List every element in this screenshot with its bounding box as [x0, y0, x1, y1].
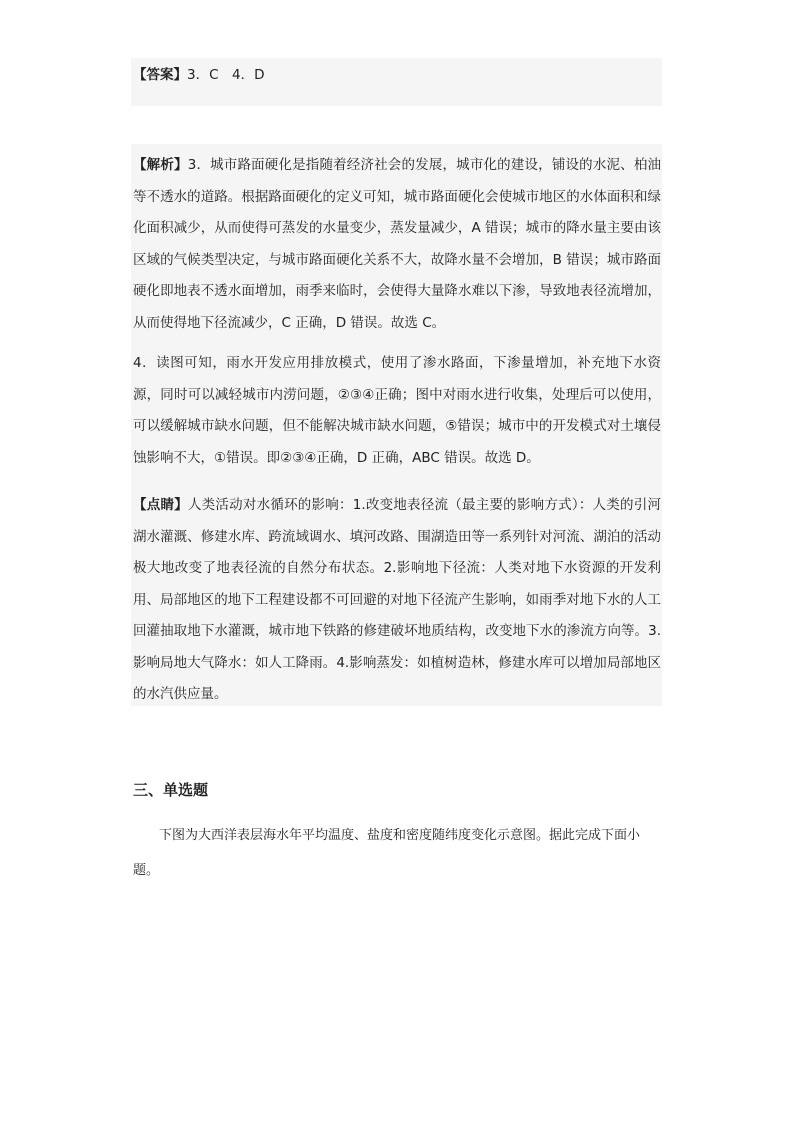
analysis-paragraph [133, 150, 661, 339]
question-4-text: 4．读图可知，雨水开发应用排放模式，使用了渗水路面，下渗量增加，补充地下水资源，同时可以减轻城市内涝问题，②③④正确；图中对雨水进行收集，处理后可以使用，可以缓解城市缺水问题，但不能解决城市缺水问题，⑤错误；城市中的开发模式对土壤侵蚀影响不大，①错误。即②③④正确，D 正确，ABC 错误。故选 D。 [133, 355, 661, 466]
answer-text: 3．C 4．D [187, 67, 265, 83]
analysis-text: 3．城市路面硬化是指随着经济社会的发展，城市化的建设，铺设的水泥、柏油等不透水的道路。根据路面硬化的定义可知，城市路面硬化会使城市地区的水体面积和绿化面积减少，从而使得可蒸发的水量变少，蒸发量减少，A 错误；城市的降水量主要由该区域的气候类型决定，与城市路面硬化关系不大，故降水量不会增加，B 错误；城市路面硬化即地表不透水面增加，雨季来临时，会使得大量降水难以下渗，导致地表径流增加，从而使得地下径流减少，C 正确，D 错误。故选 C。 [133, 157, 662, 331]
section-heading: 三、单选题 [133, 781, 209, 799]
answer-tag: 【答案】 [133, 67, 187, 83]
answer-paragraph [133, 60, 661, 91]
tip-text: 人类活动对水循环的影响：1.改变地表径流（最主要的影响方式）：人类的引河湖水灌溉、修建水库、跨流域调水、填河改路、围湖造田等一系列针对河流、湖泊的活动极大地改变了地表径流的自然分布状态。2.影响地下径流：人类对地下水资源的开发利用、局部地区的地下工程建设都不可回避的对地下径流产生影响，如雨季对地下水的人工回灌抽取地下水灌溉，城市地下铁路的修建破坏地质结构，改变地下水的渗流方向等。3.影响局地大气降水：如人工降雨。4.影响蒸发：如植树造林，修建水库可以增加局部地区的水汽供应量。 [133, 497, 661, 702]
question-4-analysis [133, 348, 661, 474]
tip-tag: 【点睛】 [133, 497, 188, 513]
question-intro: 下图为大西洋表层海水年平均温度、盐度和密度随纬度变化示意图。据此完成下面小题。 [133, 828, 641, 878]
tip-paragraph [133, 490, 661, 711]
analysis-tag: 【解析】 [133, 157, 188, 173]
